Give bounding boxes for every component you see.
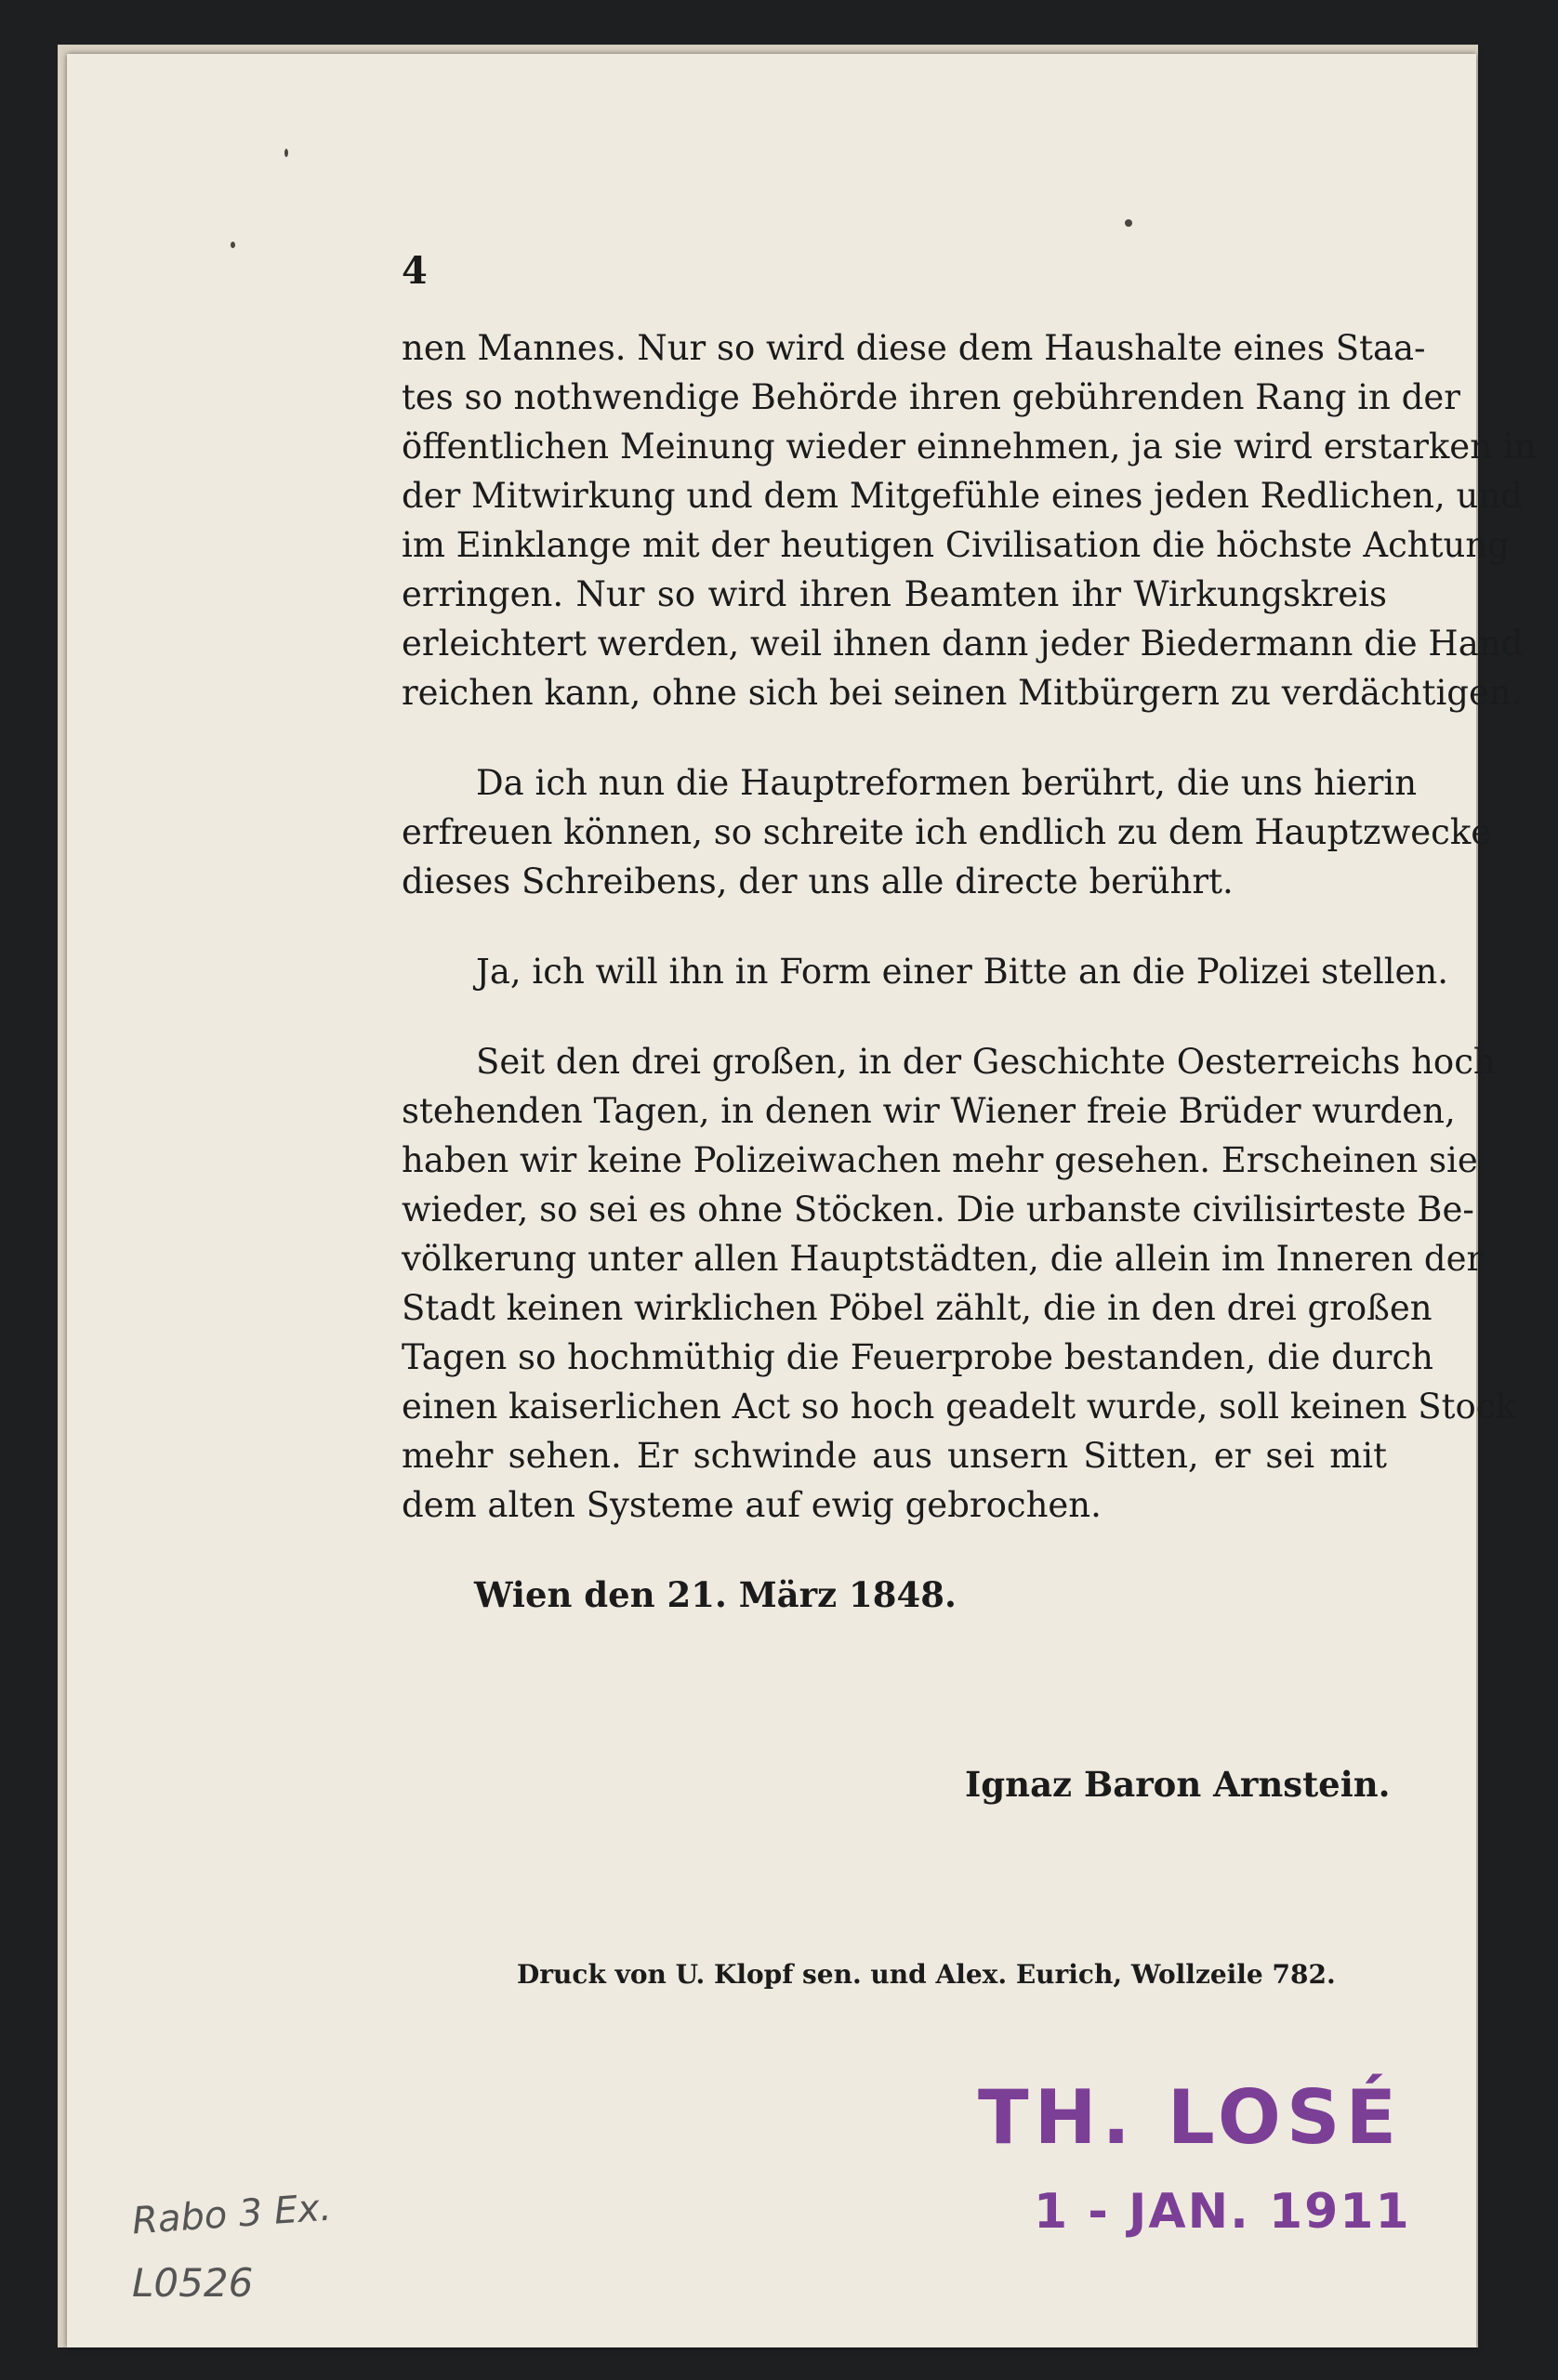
text-line: erfreuen können, so schreite ich endlich zu dem Hauptzwecke [402, 812, 1492, 852]
page-number: 4 [402, 249, 428, 293]
library-stamp-date: 1 - JAN. 1911 [1034, 2184, 1411, 2240]
text-line: nen Mannes. Nur so wird diese dem Haushalte eines Staa- [402, 328, 1426, 368]
text-line: erringen. Nur so wird ihren Beamten ihr Wirkungskreis [402, 574, 1387, 614]
text-line: der Mitwirkung und dem Mitgefühle eines jeden Redlichen, und [402, 476, 1523, 516]
body-text [402, 323, 1537, 1530]
library-stamp-name: TH. LOSÉ [978, 2074, 1403, 2161]
text-line: Ja, ich will ihn in Form einer Bitte an die Polizei stellen. [476, 952, 1449, 992]
text-line: reichen kann, ohne sich bei seinen Mitbürgern zu verdächtigen. [402, 673, 1523, 713]
text-line: Seit den drei großen, in der Geschichte Oesterreichs hoch [476, 1042, 1496, 1082]
paper-speck [231, 242, 235, 248]
printer-imprint: Druck von U. Klopf sen. und Alex. Eurich, Wollzeile 782. [517, 1959, 1336, 1990]
paragraph-3 [402, 947, 1449, 996]
text-line: stehenden Tagen, in denen wir Wiener freie Brüder wurden, [402, 1091, 1456, 1131]
text-line: wieder, so sei es ohne Stöcken. Die urbanste civilisirteste Be- [402, 1190, 1474, 1229]
paragraph-1 [402, 323, 1537, 717]
text-line: erleichtert werden, weil ihnen dann jeder Biedermann die Hand [402, 624, 1524, 664]
paper-speck [284, 149, 288, 157]
text-line: Stadt keinen wirklichen Pöbel zählt, die in den drei großen [402, 1288, 1433, 1328]
paragraph-4 [402, 1037, 1516, 1530]
text-line: mehr sehen. Er schwinde aus unsern Sitten, er sei mit [402, 1436, 1387, 1476]
text-line: dieses Schreibens, der uns alle directe berührt. [402, 861, 1234, 901]
pencil-note: Rabo 3 Ex. [130, 2186, 334, 2243]
text-line: im Einklange mit der heutigen Civilisation die höchste Achtung [402, 525, 1510, 565]
text-line: dem alten Systeme auf ewig gebrochen. [402, 1485, 1102, 1525]
paragraph-2 [402, 758, 1492, 906]
text-line: Tagen so hochmüthig die Feuerprobe bestanden, die durch [402, 1337, 1433, 1377]
pencil-shelfmark: L0526 [132, 2260, 254, 2306]
text-line: völkerung unter allen Hauptstädten, die allein im Inneren der [402, 1239, 1484, 1279]
text-line: öffentlichen Meinung wieder einnehmen, ja sie wird erstarken in [402, 427, 1537, 467]
text-line: haben wir keine Polizeiwachen mehr gesehen. Erscheinen sie [402, 1140, 1478, 1180]
text-line: Da ich nun die Hauptreformen berührt, die uns hierin [476, 763, 1418, 803]
signature: Ignaz Baron Arnstein. [965, 1764, 1391, 1805]
text-line: einen kaiserlichen Act so hoch geadelt wurde, soll keinen Stock [402, 1387, 1516, 1427]
paper-speck [1125, 219, 1132, 227]
date-line: Wien den 21. März 1848. [474, 1574, 957, 1615]
text-line: tes so nothwendige Behörde ihren gebührenden Rang in der [402, 377, 1460, 417]
